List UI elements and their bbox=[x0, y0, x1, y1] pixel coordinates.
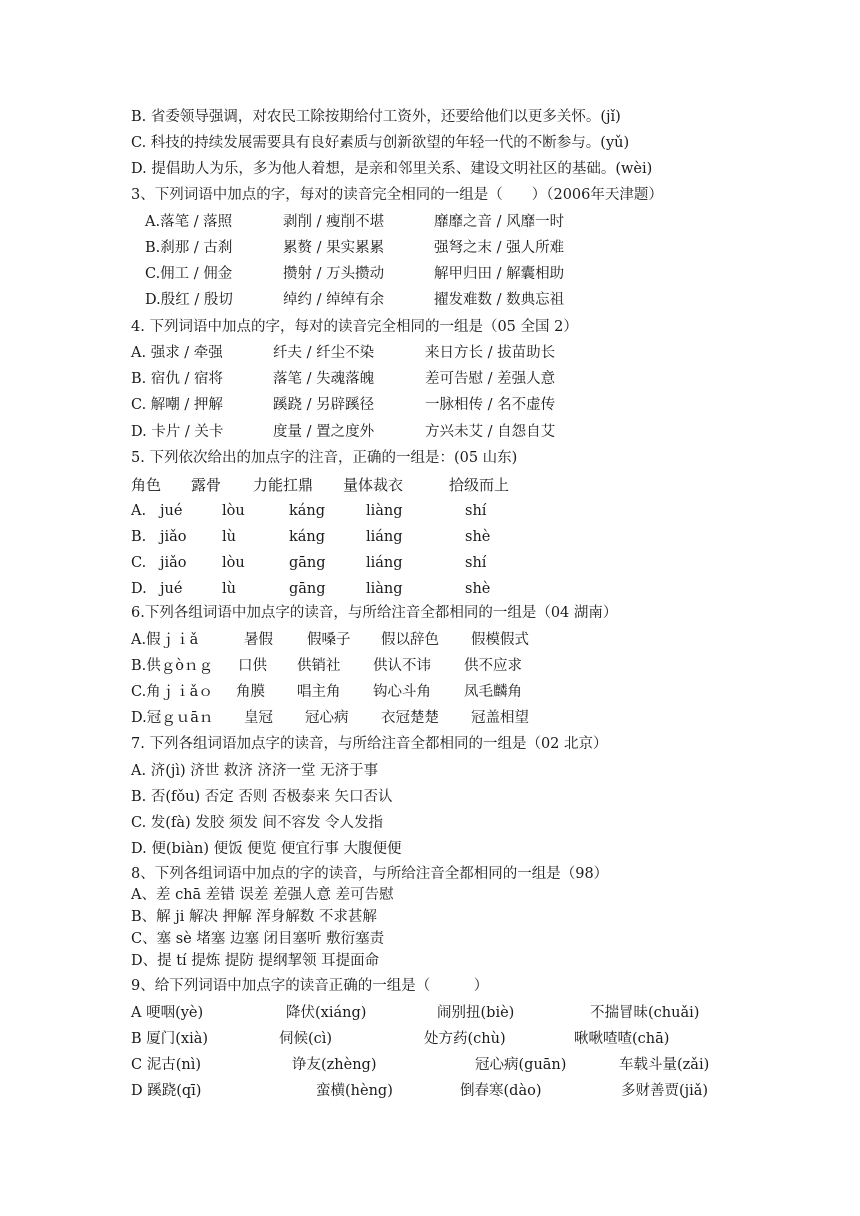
q9-option-a-col2: 降伏(xiáng) bbox=[286, 1005, 367, 1021]
q6-option-c-col2: 角膜 bbox=[236, 684, 265, 700]
q3-option-c-col3: 解甲归田 / 解囊相助 bbox=[434, 266, 565, 282]
q5-option-c-2: lòu bbox=[222, 555, 245, 571]
q8-option-b: B、解 ji 解决 押解 浑身解数 不求甚解 bbox=[131, 909, 377, 925]
question-9-title: 9、给下列词语中加点字的读音正确的一组是（ ） bbox=[131, 978, 489, 994]
q6-option-b-col2: 口供 bbox=[238, 658, 267, 674]
q9-option-b-col1: B 厦门(xià) bbox=[131, 1031, 209, 1047]
q9-option-d-col4: 多财善贾(jiǎ) bbox=[621, 1083, 709, 1099]
q6-option-c-col4: 钩心斗角 bbox=[373, 684, 431, 700]
q3-option-d-col3: 擢发难数 / 数典忘祖 bbox=[434, 292, 565, 308]
q6-option-a-col4: 假以辞色 bbox=[381, 632, 439, 648]
q6-option-b-col4: 供认不讳 bbox=[373, 658, 431, 674]
q3-option-a-col1: A.落笔 / 落照 bbox=[145, 214, 233, 230]
q3-option-a-col3: 靡靡之音 / 风靡一时 bbox=[434, 214, 565, 230]
q9-option-a-col1: A 哽咽(yè) bbox=[131, 1005, 204, 1021]
q5-option-c-1: jiǎo bbox=[160, 555, 187, 571]
q6-option-b-col5: 供不应求 bbox=[464, 658, 522, 674]
q3-option-d-col2: 绰约 / 绰绰有余 bbox=[283, 292, 385, 308]
q5-word-2: 露骨 bbox=[191, 476, 222, 494]
question-5-title: 5. 下列依次给出的加点字的注音，正确的一组是：(05 山东) bbox=[131, 450, 518, 466]
q8-option-a: A、差 chā 差错 误差 差强人意 差可告慰 bbox=[131, 887, 394, 903]
q6-option-a-col3: 假嗓子 bbox=[307, 632, 351, 648]
q9-option-c-col1: C 泥古(nì) bbox=[131, 1057, 201, 1073]
q6-option-d-col5: 冠盖相望 bbox=[471, 710, 529, 726]
question-7-title: 7. 下列各组词语加点字的读音，与所给注音全都相同的一组是（02 北京） bbox=[131, 736, 608, 752]
q5-option-b-3: káng bbox=[289, 529, 326, 545]
q3-option-d-col1: D.殷红 / 殷切 bbox=[145, 292, 233, 308]
q5-option-d-3: gāng bbox=[289, 581, 326, 597]
q3-option-b-col1: B.刹那 / 古刹 bbox=[145, 240, 233, 256]
q4-option-b-col3: 差可告慰 / 差强人意 bbox=[425, 371, 556, 387]
question-6-title: 6.下列各组词语中加点字的读音，与所给注音全都相同的一组是（04 湖南） bbox=[131, 605, 618, 621]
q6-option-c-col1: C.角ｊｉǎｏ bbox=[131, 684, 213, 700]
q4-option-d-col2: 度量 / 置之度外 bbox=[273, 424, 375, 440]
q6-option-c-col3: 唱主角 bbox=[297, 684, 341, 700]
q5-option-d-4: liàng bbox=[366, 581, 403, 597]
line-c: C. 科技的持续发展需要具有良好素质与创新欲望的年轻一代的不断参与。(yǔ) bbox=[131, 135, 630, 151]
q5-option-d-1: jué bbox=[160, 581, 183, 597]
q6-option-d-col4: 衣冠楚楚 bbox=[381, 710, 439, 726]
q4-option-d-col1: D. 卡片 / 关卡 bbox=[131, 424, 224, 440]
q4-option-a-col2: 纤夫 / 纤尘不染 bbox=[273, 345, 375, 361]
q3-option-b-col3: 强弩之末 / 强人所难 bbox=[434, 240, 565, 256]
q5-word-1: 角色 bbox=[131, 476, 162, 494]
q4-option-c-col1: C. 解嘲 / 押解 bbox=[131, 397, 223, 413]
q3-option-a-col2: 剥削 / 瘦削不堪 bbox=[283, 214, 385, 230]
q5-option-c-label: C. bbox=[131, 555, 147, 571]
q6-option-d-col2: 皇冠 bbox=[244, 710, 273, 726]
q5-option-a-3: káng bbox=[289, 503, 326, 519]
q8-option-c: C、塞 sè 堵塞 边塞 闭目塞听 敷衍塞责 bbox=[131, 931, 385, 947]
q4-option-c-col2: 蹊跷 / 另辟蹊径 bbox=[273, 397, 375, 413]
q5-option-c-4: liáng bbox=[366, 555, 403, 571]
q5-option-d-5: shè bbox=[465, 581, 491, 597]
q5-option-a-2: lòu bbox=[222, 503, 245, 519]
q9-option-d-col2: 蛮横(hèng) bbox=[316, 1083, 393, 1099]
q5-option-a-label: A. bbox=[131, 503, 147, 519]
q8-option-d: D、提 tí 提炼 提防 提纲挈领 耳提面命 bbox=[131, 953, 380, 969]
q5-word-4: 量体裁衣 bbox=[343, 476, 404, 494]
question-4-title: 4. 下列词语中加点的字，每对的读音完全相同的一组是（05 全国 2） bbox=[131, 319, 578, 335]
q5-word-3: 力能扛鼎 bbox=[253, 476, 314, 494]
q7-option-c: C. 发(fà) 发胶 须发 间不容发 令人发指 bbox=[131, 815, 384, 831]
q7-option-b: B. 否(fǒu) 否定 否则 否极泰来 矢口否认 bbox=[131, 789, 393, 805]
q9-option-c-col4: 车载斗量(zǎi) bbox=[619, 1057, 710, 1073]
question-8-title: 8、下列各组词语中加点的字的读音，与所给注音全都相同的一组是（98） bbox=[131, 866, 609, 882]
q6-option-d-col3: 冠心病 bbox=[305, 710, 349, 726]
q9-option-d-col1: D 蹊跷(qī) bbox=[131, 1083, 202, 1099]
q4-option-b-col1: B. 宿仇 / 宿将 bbox=[131, 371, 223, 387]
q3-option-c-col1: C.佣工 / 佣金 bbox=[145, 266, 233, 282]
q5-option-a-4: liàng bbox=[366, 503, 403, 519]
q5-option-a-1: jué bbox=[160, 503, 183, 519]
q4-option-b-col2: 落笔 / 失魂落魄 bbox=[273, 371, 375, 387]
q3-option-b-col2: 累赘 / 果实累累 bbox=[283, 240, 385, 256]
q6-option-d-col1: D.冠ｇｕāｎ bbox=[131, 710, 214, 726]
q3-option-c-col2: 攒射 / 万头攒动 bbox=[283, 266, 385, 282]
q6-option-b-col1: B.供ｇòｎｇ bbox=[131, 658, 213, 674]
q9-option-b-col2: 伺候(cì) bbox=[279, 1031, 333, 1047]
q5-option-c-5: shí bbox=[465, 555, 487, 571]
q5-option-d-label: D. bbox=[131, 581, 147, 597]
q5-word-5: 拾级而上 bbox=[449, 476, 510, 494]
q5-option-d-2: lù bbox=[222, 581, 236, 597]
q5-option-b-5: shè bbox=[465, 529, 491, 545]
q9-option-a-col3: 闹别扭(biè) bbox=[437, 1005, 515, 1021]
q7-option-d: D. 便(biàn) 便饭 便览 便宜行事 大腹便便 bbox=[131, 841, 402, 857]
q4-option-a-col3: 来日方长 / 拔苗助长 bbox=[425, 345, 556, 361]
q9-option-b-col4: 啾啾喳喳(chā) bbox=[574, 1031, 670, 1047]
q9-option-c-col2: 诤友(zhèng) bbox=[292, 1057, 377, 1073]
q5-option-b-4: liáng bbox=[366, 529, 403, 545]
q5-option-b-1: jiǎo bbox=[160, 529, 187, 545]
q5-option-c-3: gāng bbox=[289, 555, 326, 571]
line-d: D. 提倡助人为乐，多为他人着想，是亲和邻里关系、建设文明社区的基础。(wèi) bbox=[131, 161, 653, 177]
q9-option-b-col3: 处方药(chù) bbox=[424, 1031, 506, 1047]
q7-option-a: A. 济(jì) 济世 救济 济济一堂 无济于事 bbox=[131, 763, 379, 779]
line-b: B. 省委领导强调，对农民工除按期给付工资外，还要给他们以更多关怀。(jǐ) bbox=[131, 109, 621, 125]
q9-option-c-col3: 冠心病(guān) bbox=[475, 1057, 567, 1073]
q5-option-a-5: shí bbox=[465, 503, 487, 519]
q6-option-b-col3: 供销社 bbox=[297, 658, 341, 674]
q9-option-a-col4: 不揣冒昧(chuǎi) bbox=[590, 1005, 700, 1021]
q4-option-a-col1: A. 强求 / 牵强 bbox=[131, 345, 223, 361]
q4-option-c-col3: 一脉相传 / 名不虚传 bbox=[425, 397, 556, 413]
q6-option-a-col1: A.假ｊｉǎ bbox=[131, 632, 199, 648]
question-3-title: 3、下列词语中加点的字，每对的读音完全相同的一组是（ ）（2006年天津题） bbox=[131, 187, 663, 203]
q6-option-a-col5: 假模假式 bbox=[471, 632, 529, 648]
q5-option-b-label: B. bbox=[131, 529, 147, 545]
q4-option-d-col3: 方兴未艾 / 自怨自艾 bbox=[425, 424, 556, 440]
q9-option-d-col3: 倒春寒(dào) bbox=[460, 1083, 542, 1099]
q6-option-a-col2: 暑假 bbox=[244, 632, 273, 648]
q6-option-c-col5: 凤毛麟角 bbox=[464, 684, 522, 700]
q5-option-b-2: lù bbox=[222, 529, 236, 545]
